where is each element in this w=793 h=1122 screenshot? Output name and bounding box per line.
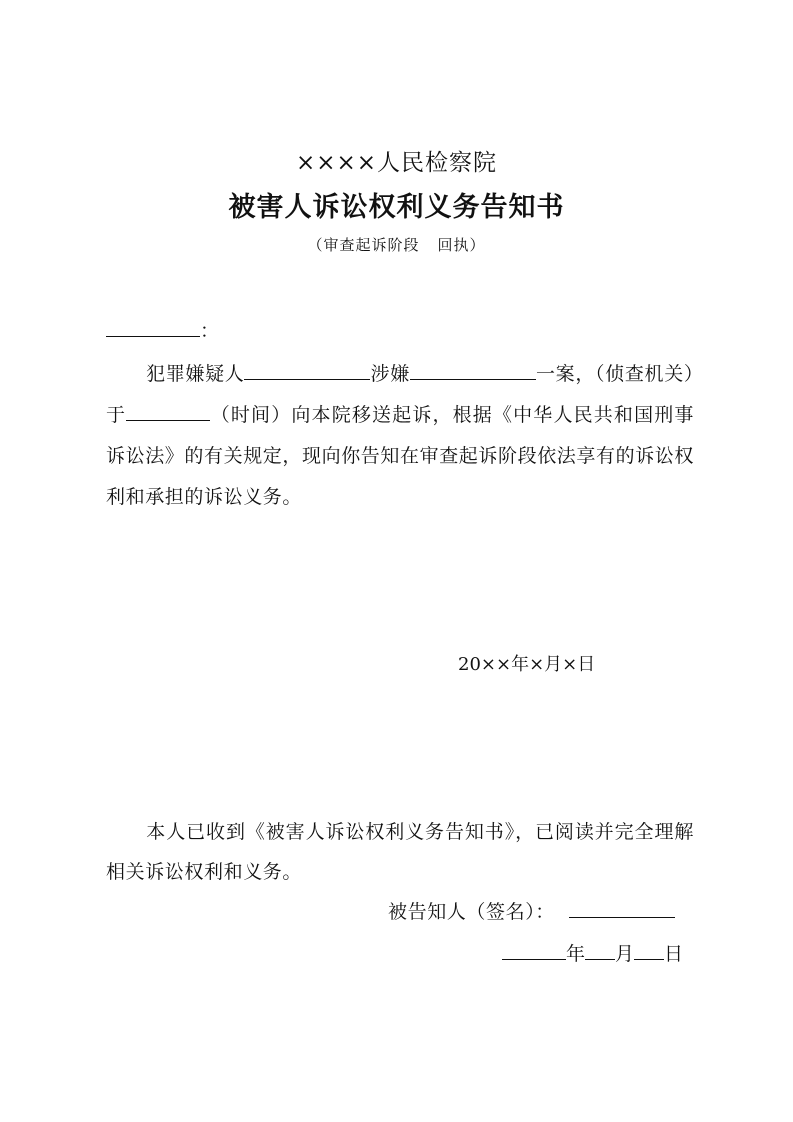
body-text-case: 一案，（侦查机关）于 <box>106 363 694 426</box>
signature-date-line <box>502 939 683 966</box>
sign-month-blank <box>585 939 615 960</box>
signature-label: 被告知人（签名）： <box>388 901 555 923</box>
acknowledgement-paragraph <box>106 812 694 892</box>
sign-day-blank <box>634 939 664 960</box>
document-title: 被害人诉讼权利义务告知书 <box>228 192 565 223</box>
subtitle-stage: （审查起诉阶段 <box>307 236 420 254</box>
body-text-charge: 涉嫌 <box>370 363 410 385</box>
procuratorate-name: ××××人民检察院 <box>295 150 498 176</box>
body-text-suspect: 犯罪嫌疑人 <box>146 363 245 385</box>
suspect-name-blank <box>244 359 370 380</box>
signature-blank <box>569 897 675 918</box>
notice-paragraph <box>106 354 694 518</box>
sign-day-label: 日 <box>664 943 684 965</box>
issue-date: 20××年×月×日 <box>458 654 596 675</box>
body-text-rest: （时间）向本院移送起诉，根据《中华人民共和国刑事诉讼法》的有关规定，现向你告知在审查起诉阶段依法享有的诉讼权利和承担的诉讼义务。 <box>106 404 695 508</box>
acknowledgement-text: 本人已收到《被害人诉讼权利义务告知书》，已阅读并完全理解相关诉讼权利和义务。 <box>106 821 694 883</box>
sign-month-label: 月 <box>615 943 635 965</box>
salutation-line <box>106 316 219 343</box>
document-subtitle <box>0 234 793 255</box>
charge-blank <box>410 359 536 380</box>
recipient-blank <box>106 316 200 337</box>
sign-year-label: 年 <box>566 943 586 965</box>
subtitle-receipt: 回执） <box>437 236 486 254</box>
sign-year-blank <box>502 939 566 960</box>
salutation-colon: ： <box>200 320 220 342</box>
signature-line <box>388 897 675 924</box>
transfer-date-blank <box>126 400 210 421</box>
